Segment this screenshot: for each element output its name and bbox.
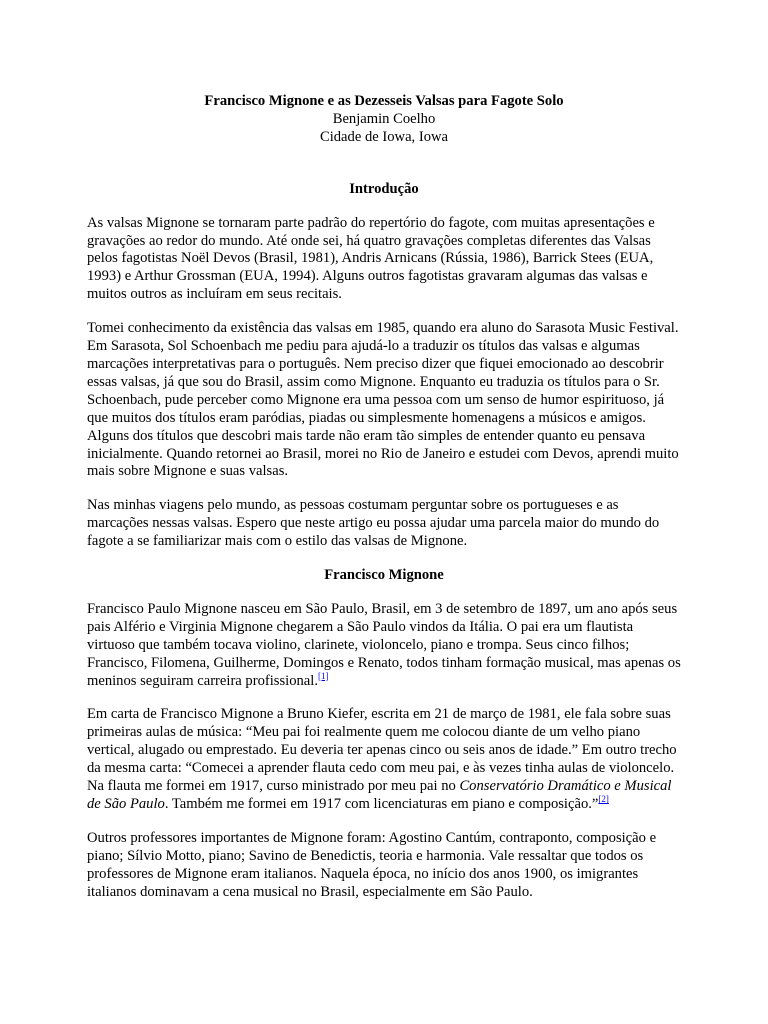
conservatory-name: Conservatório Dramático e Musical de São Paulo: [87, 778, 672, 812]
document-location: Cidade de Iowa, Iowa: [319, 128, 449, 145]
document-title: Francisco Mignone e as Dezesseis Valsas para Fagote Solo: [204, 93, 564, 109]
mignone-paragraph-1: [87, 601, 681, 691]
footnote-link-2[interactable]: [2]: [598, 794, 609, 805]
document-author: Benjamin Coelho: [332, 110, 436, 127]
footnote-link-1[interactable]: [1]: [318, 670, 329, 681]
footnote-ref-2: [598, 794, 609, 804]
section-heading-intro: Introdução: [349, 180, 419, 197]
mignone-paragraph-2: [87, 706, 681, 813]
mignone-paragraph-2-text-b: . Também me formei em 1917 com licenciaturas em piano e composição.”: [164, 796, 599, 812]
mignone-paragraph-3: Outros professores importantes de Mignone foram: Agostino Cantúm, contraponto, composição e piano; Sílvio Motto, piano; Savino de Benedictis, teoria e harmonia. Vale ressaltar que todos os professores de Mignone eram italianos. Naquela época, no início dos anos 1900, os imigrantes italianos dominavam a cena musical no Brasil, especialmente em São Paulo.: [87, 829, 657, 900]
section-heading-mignone: Francisco Mignone: [324, 567, 444, 584]
footnote-ref-1: [318, 671, 329, 681]
intro-paragraph-1: As valsas Mignone se tornaram parte padrão do repertório do fagote, com muitas apresentações e gravações ao redor do mundo. Até onde sei, há quatro gravações completas diferentes das Valsas pelos fagotistas Noël Devos (Brasil, 1981), Andris Arnicans (Rússia, 1986), Barrick Stees (EUA, 1993) e Arthur Grossman (EUA, 1994). Alguns outros fagotistas gravaram algumas das valsas e muitos outros as incluíram em seus recitais.: [87, 214, 655, 303]
intro-paragraph-3: Nas minhas viagens pelo mundo, as pessoas costumam perguntar sobre os portugueses e as marcações nessas valsas. Espero que neste artigo eu possa ajudar uma parcela maior do mundo do fagote a se familiarizar mais com o estilo das valsas de Mignone.: [87, 497, 660, 550]
mignone-paragraph-2-text-a: Em carta de Francisco Mignone a Bruno Kiefer, escrita em 21 de março de 1981, ele fala sobre suas primeiras aulas de música: “Meu pai foi realmente quem me colocou diante de um velho piano vertical, alugado ou emprestado. Eu deveria ter apenas cinco ou seis anos de idade.” Em outro trecho da mesma carta: “Comecei a aprender flauta cedo com meu pai, e às vezes tinha aulas de violoncelo. Na flauta me formei em 1917, curso ministrado por meu pai no: [87, 706, 677, 795]
document-page: [87, 93, 681, 902]
intro-paragraph-2: Tomei conhecimento da existência das valsas em 1985, quando era aluno do Sarasota Music Festival. Em Sarasota, Sol Schoenbach me pediu para ajudá-lo a traduzir os títulos das valsas e algumas marcações interpretativas para o português. Nem preciso dizer que fiquei emocionado ao descobrir essas valsas, já que sou do Brasil, assim como Mignone. Enquanto eu traduzia os títulos para o Sr. Schoenbach, pude perceber como Mignone era uma pessoa com um senso de humor espirituoso, já que muitos dos títulos eram paródias, piadas ou simplesmente homenagens a músicos e amigos. Alguns dos títulos que descobri mais tarde não eram tão simples de entender quanto eu pensava inicialmente. Quando retornei ao Brasil, morei no Rio de Janeiro e estudei com Devos, aprendi muito mais sobre Mignone e suas valsas.: [87, 320, 679, 480]
mignone-paragraph-1-text: Francisco Paulo Mignone nasceu em São Paulo, Brasil, em 3 de setembro de 1897, um ano após seus pais Alfério e Virginia Mignone chegarem a São Paulo vindos da Itália. O pai era um flautista virtuoso que também tocava violino, clarinete, violoncelo, piano e trompa. Seus cinco filhos; Francisco, Filomena, Guilherme, Domingos e Renato, todos tinham formação musical, mas apenas os meninos seguiram carreira profissional.: [87, 600, 681, 689]
document-header: [87, 93, 681, 147]
